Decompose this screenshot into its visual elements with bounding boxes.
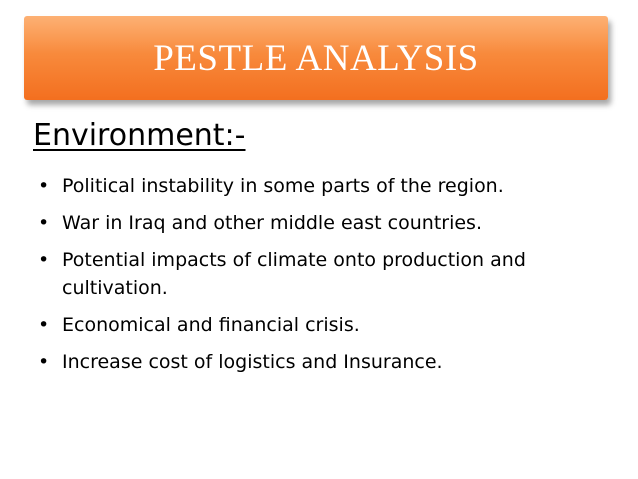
section-heading: Environment:- — [33, 118, 246, 153]
bullet-text: Political instability in some parts of the region. — [62, 175, 504, 197]
bullet-icon: • — [38, 351, 50, 373]
bullet-list — [38, 172, 618, 385]
bullet-item — [38, 348, 618, 376]
title-banner — [24, 16, 608, 100]
bullet-item — [38, 246, 618, 302]
bullet-icon: • — [38, 175, 50, 197]
bullet-item — [38, 209, 618, 237]
bullet-icon: • — [38, 212, 50, 234]
bullet-item — [38, 172, 618, 200]
bullet-icon: • — [38, 249, 50, 271]
bullet-text: Increase cost of logistics and Insurance. — [62, 351, 443, 373]
slide-title: PESTLE ANALYSIS — [153, 37, 479, 79]
bullet-text: War in Iraq and other middle east countries. — [62, 212, 482, 234]
bullet-icon: • — [38, 314, 50, 336]
bullet-text: Potential impacts of climate onto production and cultivation. — [62, 249, 526, 299]
bullet-item — [38, 311, 618, 339]
bullet-text: Economical and financial crisis. — [62, 314, 360, 336]
